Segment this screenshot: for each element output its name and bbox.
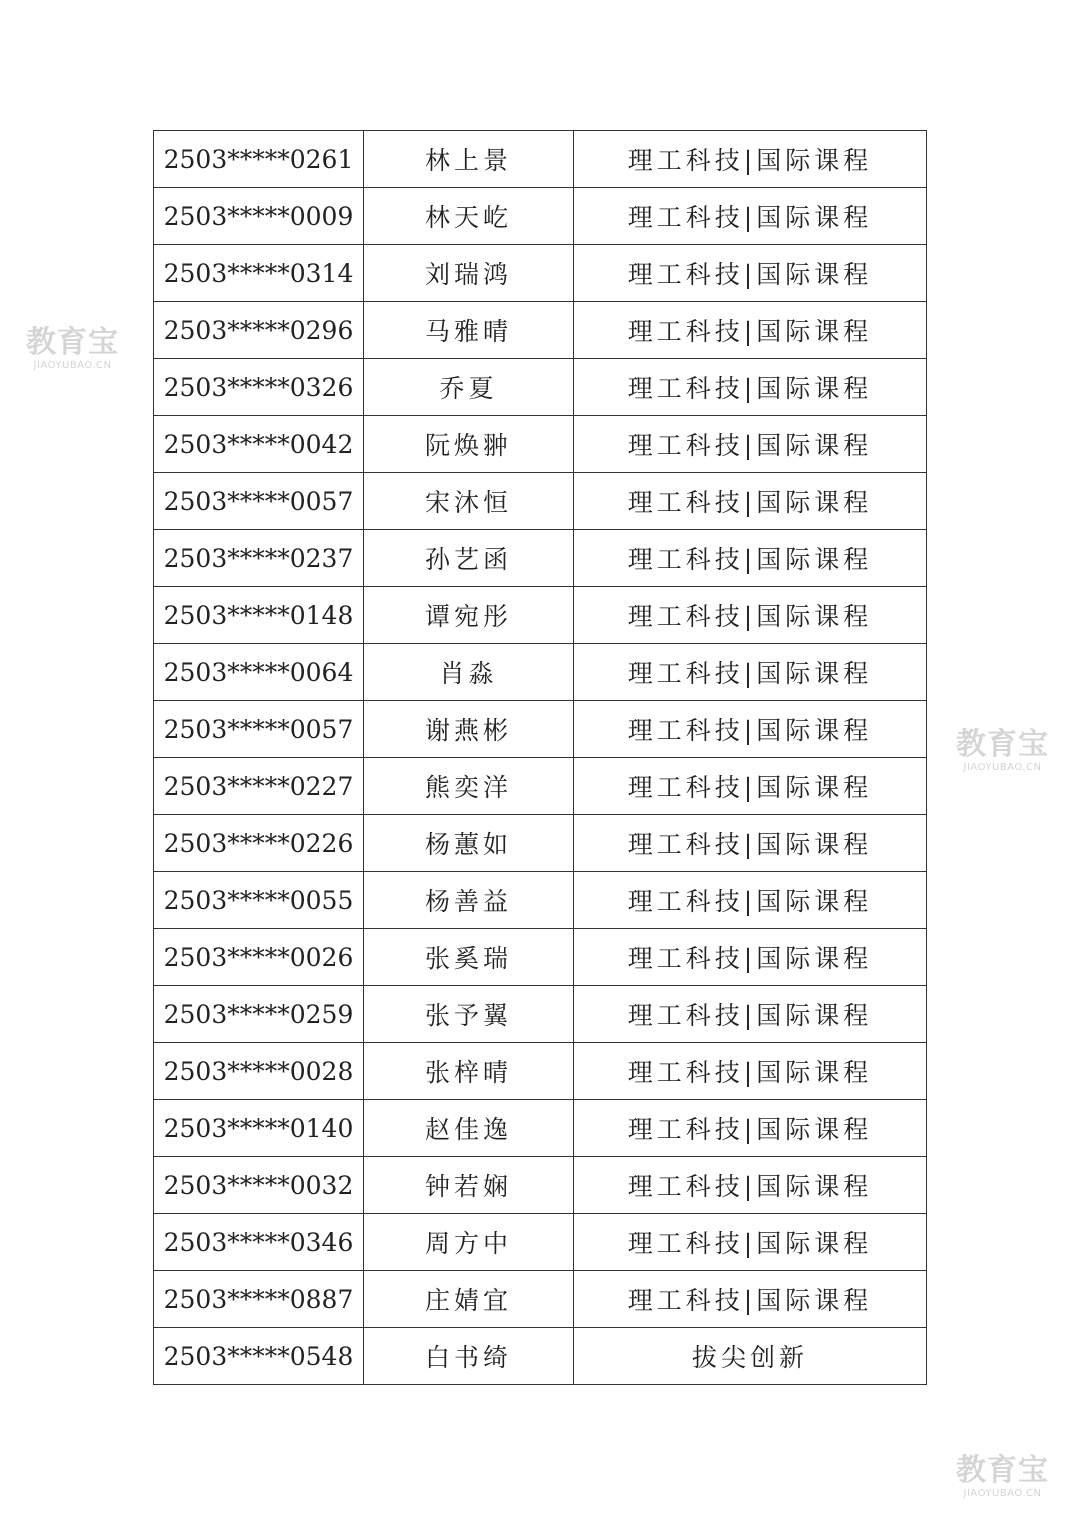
program-track-cell: 理工科技|国际课程 [574,701,927,758]
table-row [154,701,927,758]
program-track-cell: 理工科技|国际课程 [574,587,927,644]
program-track-cell: 理工科技|国际课程 [574,473,927,530]
student-name-cell: 肖淼 [364,644,574,701]
table-row [154,758,927,815]
table-row [154,1157,927,1214]
table-row [154,1100,927,1157]
student-id-cell: 2503*****0028 [154,1043,364,1100]
program-track-cell: 理工科技|国际课程 [574,1043,927,1100]
program-track-cell: 理工科技|国际课程 [574,1157,927,1214]
program-track-cell: 理工科技|国际课程 [574,872,927,929]
student-name-cell: 张梓晴 [364,1043,574,1100]
program-track-cell: 理工科技|国际课程 [574,758,927,815]
table-row [154,245,927,302]
table-row [154,416,927,473]
student-id-cell: 2503*****0259 [154,986,364,1043]
student-id-cell: 2503*****0237 [154,530,364,587]
student-id-cell: 2503*****0042 [154,416,364,473]
student-roster-table [153,130,927,1385]
table-row [154,473,927,530]
student-name-cell: 刘瑞鸿 [364,245,574,302]
student-name-cell: 阮焕翀 [364,416,574,473]
watermark-logo-right [945,727,1060,773]
student-id-cell: 2503*****0057 [154,473,364,530]
student-id-cell: 2503*****0227 [154,758,364,815]
watermark-sub-text: JIAOYUBAO.CN [963,1488,1042,1499]
watermark-main-text: 教育宝 [26,325,119,360]
student-id-cell: 2503*****0057 [154,701,364,758]
student-id-cell: 2503*****0064 [154,644,364,701]
student-id-cell: 2503*****0261 [154,131,364,188]
student-name-cell: 谢燕彬 [364,701,574,758]
student-name-cell: 周方中 [364,1214,574,1271]
program-track-cell: 理工科技|国际课程 [574,416,927,473]
program-track-cell: 理工科技|国际课程 [574,188,927,245]
student-id-cell: 2503*****0055 [154,872,364,929]
program-track-cell: 理工科技|国际课程 [574,131,927,188]
student-id-cell: 2503*****0296 [154,302,364,359]
watermark-main-text: 教育宝 [956,727,1049,762]
program-track-cell: 理工科技|国际课程 [574,245,927,302]
table-row [154,1271,927,1328]
table-row [154,359,927,416]
program-track-cell: 理工科技|国际课程 [574,1214,927,1271]
roster-body [154,131,927,1385]
student-name-cell: 林上景 [364,131,574,188]
table-row [154,131,927,188]
program-track-cell: 理工科技|国际课程 [574,644,927,701]
student-name-cell: 杨善益 [364,872,574,929]
student-name-cell: 谭宛彤 [364,587,574,644]
program-track-cell: 理工科技|国际课程 [574,359,927,416]
student-name-cell: 宋沐恒 [364,473,574,530]
student-name-cell: 林天屹 [364,188,574,245]
program-track-cell: 理工科技|国际课程 [574,815,927,872]
program-track-cell: 理工科技|国际课程 [574,1100,927,1157]
student-name-cell: 杨蕙如 [364,815,574,872]
student-id-cell: 2503*****0346 [154,1214,364,1271]
student-name-cell: 张奚瑞 [364,929,574,986]
student-id-cell: 2503*****0032 [154,1157,364,1214]
student-name-cell: 赵佳逸 [364,1100,574,1157]
student-id-cell: 2503*****0314 [154,245,364,302]
student-name-cell: 钟若娴 [364,1157,574,1214]
student-name-cell: 孙艺函 [364,530,574,587]
student-id-cell: 2503*****0148 [154,587,364,644]
table-row [154,986,927,1043]
student-id-cell: 2503*****0887 [154,1271,364,1328]
table-row [154,1043,927,1100]
table-row [154,872,927,929]
watermark-sub-text: JIAOYUBAO.CN [33,360,112,371]
program-track-cell: 理工科技|国际课程 [574,530,927,587]
table-row [154,530,927,587]
student-id-cell: 2503*****0548 [154,1328,364,1385]
watermark-sub-text: JIAOYUBAO.CN [963,762,1042,773]
table-row [154,815,927,872]
student-name-cell: 熊奕洋 [364,758,574,815]
table-row [154,1214,927,1271]
watermark-logo-bottom-right [945,1453,1060,1499]
program-track-cell: 理工科技|国际课程 [574,302,927,359]
program-track-cell: 理工科技|国际课程 [574,929,927,986]
table-row [154,302,927,359]
student-name-cell: 乔夏 [364,359,574,416]
program-track-cell: 拔尖创新 [574,1328,927,1385]
table-row [154,929,927,986]
table-row [154,188,927,245]
student-id-cell: 2503*****0009 [154,188,364,245]
student-name-cell: 庄婧宜 [364,1271,574,1328]
watermark-logo-left [15,325,130,371]
student-name-cell: 张予翼 [364,986,574,1043]
student-name-cell: 马雅晴 [364,302,574,359]
table-row [154,1328,927,1385]
table-row [154,644,927,701]
student-name-cell: 白书绮 [364,1328,574,1385]
student-id-cell: 2503*****0326 [154,359,364,416]
program-track-cell: 理工科技|国际课程 [574,1271,927,1328]
table-row [154,587,927,644]
student-id-cell: 2503*****0226 [154,815,364,872]
student-id-cell: 2503*****0026 [154,929,364,986]
program-track-cell: 理工科技|国际课程 [574,986,927,1043]
watermark-main-text: 教育宝 [956,1453,1049,1488]
student-id-cell: 2503*****0140 [154,1100,364,1157]
